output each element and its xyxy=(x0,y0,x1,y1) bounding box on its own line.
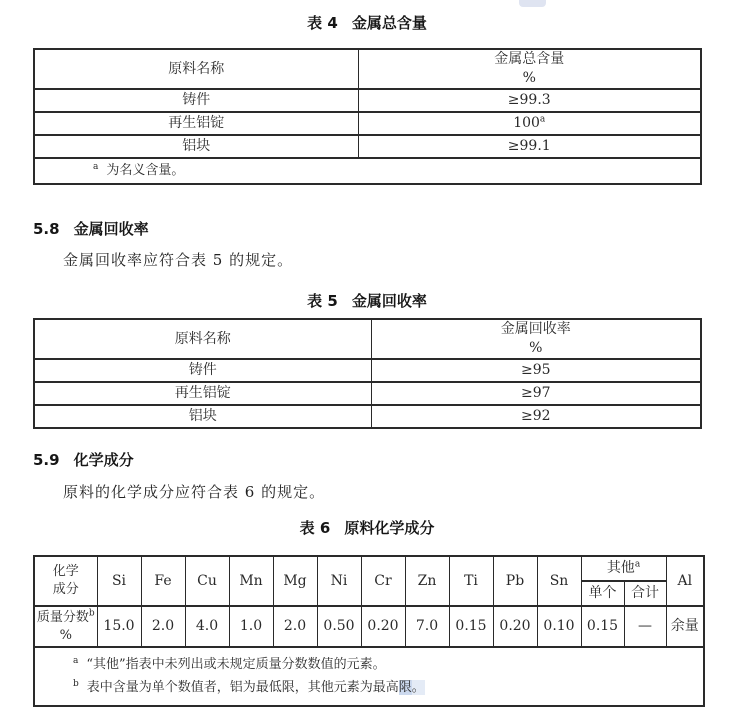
table4-header-content-unit: % xyxy=(522,70,536,86)
table6-row-label-superscript: b xyxy=(88,608,95,619)
table6-header-element: Mn xyxy=(229,556,273,606)
table6-header-element: Ti xyxy=(449,556,493,606)
table5-header-row xyxy=(34,319,701,359)
section-5-8-paragraph: 金属回收率应符合表 5 的规定。 xyxy=(63,251,294,269)
table6-header-other-total: 合计 xyxy=(624,581,666,606)
table-metal-recovery-rate xyxy=(33,318,702,429)
table6-footnote-b xyxy=(73,676,703,699)
table6-value-cell: 15.0 xyxy=(97,606,141,647)
table6-header-composition xyxy=(34,556,97,606)
table6-header-element: Fe xyxy=(141,556,185,606)
table6-header-element: Pb xyxy=(493,556,537,606)
table6-other-total-value: — xyxy=(624,606,666,647)
table6-row-label xyxy=(34,606,97,647)
table5-header-rate xyxy=(371,319,701,359)
table4-material-cell: 铸件 xyxy=(34,89,358,112)
table6-header-row-1 xyxy=(34,556,704,581)
table6-value-cell: 4.0 xyxy=(185,606,229,647)
table6-header-element: Cr xyxy=(361,556,405,606)
table4-header-content-title: 金属总含量 xyxy=(494,51,565,68)
table4-caption-label: 表 4 xyxy=(307,14,338,32)
table4-value-cell xyxy=(358,112,701,135)
table6-header-other xyxy=(581,556,666,581)
table6-header-composition-line2: 成分 xyxy=(52,582,79,597)
table6-value-cell: 1.0 xyxy=(229,606,273,647)
table5-material-cell: 铸件 xyxy=(34,359,371,382)
table6-footnote-b-highlighted-text: 限 xyxy=(398,680,412,695)
table6-data-row xyxy=(34,606,704,647)
table4-header-row xyxy=(34,49,701,89)
table-row xyxy=(34,405,701,428)
table-row xyxy=(34,359,701,382)
table4-footnote xyxy=(34,158,701,184)
table4-material-cell: 铝块 xyxy=(34,135,358,158)
table4-caption xyxy=(0,12,734,33)
table-row xyxy=(34,382,701,405)
table4-value-cell: ≥99.3 xyxy=(358,89,701,112)
table6-header-element: Si xyxy=(97,556,141,606)
table6-footnotes-row xyxy=(34,647,704,706)
table6-footnotes xyxy=(34,647,704,706)
table6-value-cell: 0.20 xyxy=(361,606,405,647)
table6-value-cell: 7.0 xyxy=(405,606,449,647)
table6-footnote-b-marker: b xyxy=(73,678,79,689)
table6-header-al: Al xyxy=(666,556,704,606)
table6-header-element: Cu xyxy=(185,556,229,606)
table6-row-label-line1 xyxy=(35,609,97,627)
table4-header-material: 原料名称 xyxy=(34,49,358,89)
table6-caption xyxy=(0,517,734,538)
table6-other-single-value: 0.15 xyxy=(581,606,624,647)
table6-caption-label: 表 6 xyxy=(299,519,331,537)
table6-footnote-a-marker: a xyxy=(73,655,79,666)
table6-value-cell: 0.10 xyxy=(537,606,581,647)
table6-value-cell: 0.50 xyxy=(317,606,361,647)
table6-footnote-a xyxy=(73,653,703,676)
table6-header-element: Ni xyxy=(317,556,361,606)
table5-header-rate-title: 金属回收率 xyxy=(500,321,571,338)
table4-value-cell: ≥99.1 xyxy=(358,135,701,158)
table6-footnote-b-text: 表中含量为单个数值者，铝为最低限，其他元素为最高 xyxy=(86,680,399,695)
table6-value-cell: 2.0 xyxy=(141,606,185,647)
section-5-9-paragraph: 原料的化学成分应符合表 6 的规定。 xyxy=(63,483,326,501)
table5-value-cell: ≥92 xyxy=(371,405,701,428)
table-metal-total-content xyxy=(33,48,702,185)
table5-caption-label: 表 5 xyxy=(307,292,338,310)
table5-caption-text: 金属回收率 xyxy=(351,292,427,310)
table4-footnote-marker: a xyxy=(93,161,99,172)
table-chemical-composition xyxy=(33,555,705,707)
table4-caption-text: 金属总含量 xyxy=(351,14,427,32)
table5-material-cell: 铝块 xyxy=(34,405,371,428)
selection-artifact-chip xyxy=(519,0,546,7)
table5-header-rate-unit: % xyxy=(529,340,543,356)
section-5-8-number: 5.8 xyxy=(33,220,60,238)
table6-al-value: 余量 xyxy=(666,606,704,647)
table4-material-cell: 再生铝锭 xyxy=(34,112,358,135)
table6-footnote-a-text: “其他”指表中未列出或未规定质量分数数值的元素。 xyxy=(86,657,386,672)
table6-header-element: Sn xyxy=(537,556,581,606)
table6-header-element: Zn xyxy=(405,556,449,606)
table6-header-composition-line1: 化学 xyxy=(52,564,79,580)
table5-header-material: 原料名称 xyxy=(34,319,371,359)
table5-caption xyxy=(0,290,734,311)
table6-footnote-b-tail: 。 xyxy=(411,680,425,695)
table-row xyxy=(34,89,701,112)
table4-footnote-row xyxy=(34,158,701,184)
table5-value-cell: ≥95 xyxy=(371,359,701,382)
table6-value-cell: 0.20 xyxy=(493,606,537,647)
table6-row-label-unit: % xyxy=(59,627,72,643)
section-5-9-heading xyxy=(33,449,134,470)
table6-header-other-label: 其他 xyxy=(606,560,635,577)
table6-caption-text: 原料化学成分 xyxy=(344,519,435,537)
table4-value-text: 100 xyxy=(513,115,540,132)
table-row xyxy=(34,112,701,135)
table4-footnote-text: 为名义含量。 xyxy=(106,163,185,179)
section-5-8-heading xyxy=(33,218,149,239)
table5-material-cell: 再生铝锭 xyxy=(34,382,371,405)
section-5-8-title: 金属回收率 xyxy=(73,220,149,238)
table-row xyxy=(34,135,701,158)
table6-header-other-single: 单个 xyxy=(581,581,624,606)
table4-header-content xyxy=(358,49,701,89)
section-5-9-number: 5.9 xyxy=(33,451,60,469)
table4-value-superscript: a xyxy=(539,114,546,125)
section-5-9-title: 化学成分 xyxy=(73,451,134,469)
table6-header-other-superscript: a xyxy=(634,559,641,570)
table5-value-cell: ≥97 xyxy=(371,382,701,405)
table6-header-element: Mg xyxy=(273,556,317,606)
table6-row-label-text: 质量分数 xyxy=(36,609,89,625)
table6-value-cell: 0.15 xyxy=(449,606,493,647)
table6-value-cell: 2.0 xyxy=(273,606,317,647)
